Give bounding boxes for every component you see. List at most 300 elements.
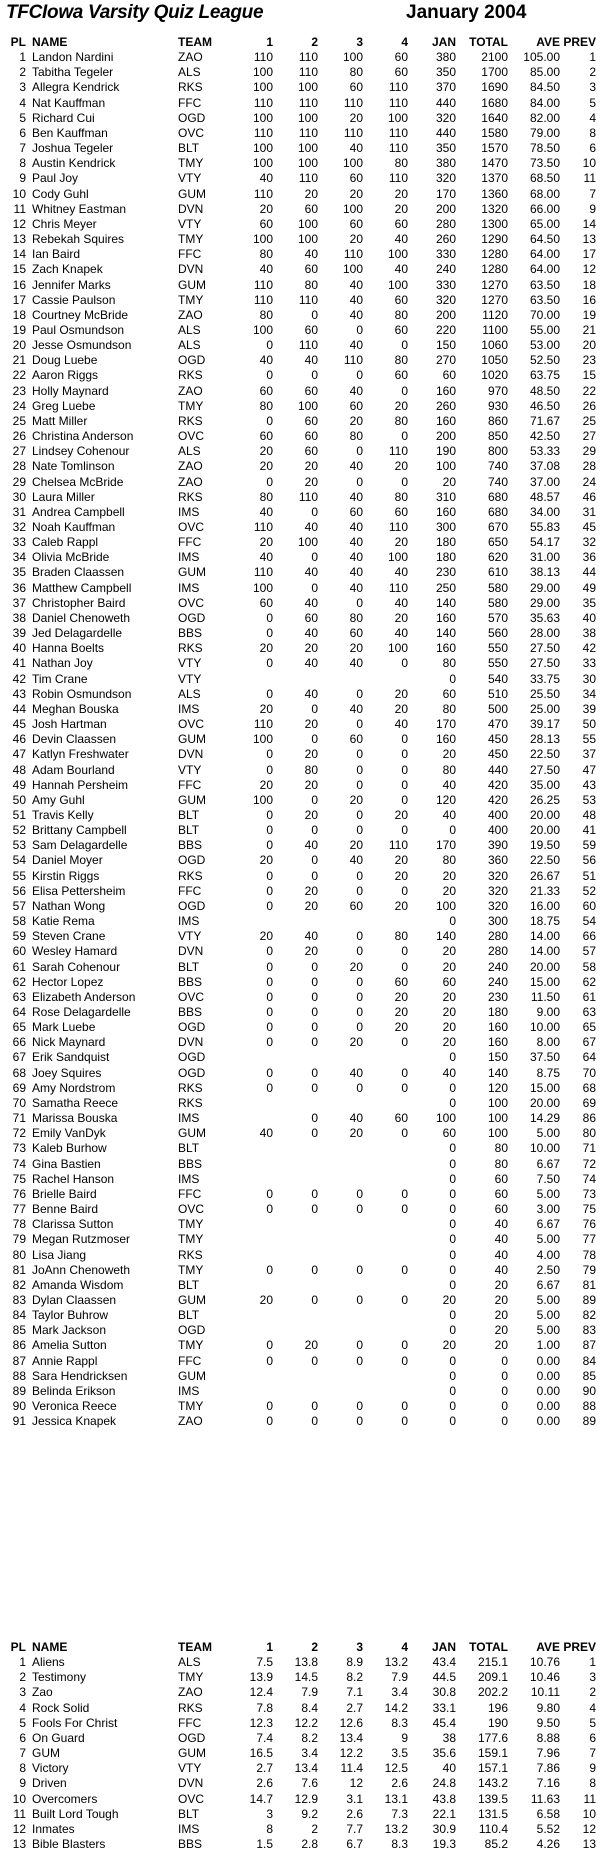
team-row <box>0 1731 602 1746</box>
player-table-header-row <box>0 35 602 50</box>
player-row <box>0 869 602 884</box>
cell-week-2: 12.2 <box>294 1715 318 1730</box>
cell-place: 90 <box>12 1399 26 1414</box>
cell-week-3: 0 <box>356 974 363 989</box>
cell-average: 37.00 <box>529 474 560 489</box>
cell-week-4: 60 <box>394 65 408 80</box>
cell-week-3: 12.6 <box>339 1715 363 1730</box>
cell-place: 1 <box>19 50 26 65</box>
cell-week-3: 0 <box>356 717 363 732</box>
cell-week-3: 0 <box>356 1262 363 1277</box>
cell-week-1: 0 <box>266 1338 273 1353</box>
cell-week-4: 100 <box>387 277 408 292</box>
cell-week-1: 60 <box>259 429 273 444</box>
cell-january: 45.4 <box>432 1715 456 1730</box>
cell-week-1: 12.4 <box>249 1685 273 1700</box>
team-row <box>0 1655 602 1670</box>
cell-previous: 75 <box>582 1202 596 1217</box>
cell-previous: 22 <box>582 383 596 398</box>
cell-week-1: 0 <box>266 823 273 838</box>
cell-name: Andrea Campbell <box>32 504 125 519</box>
cell-total: 1100 <box>482 322 508 337</box>
cell-week-2: 0 <box>311 868 318 883</box>
cell-average: 27.50 <box>529 656 560 671</box>
player-row <box>0 156 602 171</box>
cell-place: 83 <box>12 1292 26 1307</box>
cell-january: 170 <box>435 838 456 853</box>
cell-previous: 12 <box>582 1821 596 1836</box>
cell-week-2: 0 <box>311 1005 318 1019</box>
cell-total: 800 <box>487 444 508 459</box>
cell-total: 570 <box>487 610 508 625</box>
cell-total: 85.2 <box>484 1837 508 1852</box>
cell-name: Matt Miller <box>32 413 88 428</box>
player-row <box>0 565 602 580</box>
cell-place: 13 <box>12 232 26 247</box>
cell-average: 9.50 <box>536 1715 560 1730</box>
cell-week-3 <box>318 1308 363 1323</box>
cell-previous: 87 <box>582 1338 596 1353</box>
cell-week-2: 0 <box>311 732 318 747</box>
cell-week-2: 0 <box>311 1065 318 1080</box>
cell-team: VTY <box>178 171 202 186</box>
cell-previous: 29 <box>582 444 596 459</box>
cell-week-1: 100 <box>252 80 273 95</box>
cell-january: 240 <box>435 262 456 277</box>
cell-week-4: 80 <box>394 929 408 944</box>
cell-team: OGD <box>178 353 206 368</box>
player-row <box>0 1278 602 1293</box>
cell-previous: 66 <box>582 929 596 944</box>
cell-week-3 <box>318 1172 363 1187</box>
cell-week-2 <box>273 1172 318 1187</box>
cell-average: 11.50 <box>530 989 560 1004</box>
cell-place: 38 <box>12 610 26 625</box>
cell-week-4: 3.4 <box>391 1685 408 1700</box>
cell-week-1: 100 <box>252 792 273 807</box>
cell-january: 40 <box>442 1065 456 1080</box>
cell-team: BLT <box>178 1806 200 1821</box>
cell-previous: 83 <box>582 1323 596 1338</box>
cell-total: 20 <box>494 1292 508 1307</box>
cell-team: BBS <box>178 974 203 989</box>
cell-previous: 10 <box>582 156 596 171</box>
cell-previous: 89 <box>582 1292 596 1307</box>
cell-week-3: 0 <box>356 762 363 777</box>
cell-name: Aaron Riggs <box>32 368 99 383</box>
cell-week-2: 0 <box>311 1292 318 1307</box>
cell-team: ALS <box>178 322 201 337</box>
cell-january: 20 <box>442 1020 456 1035</box>
cell-january: 200 <box>435 307 456 322</box>
player-row <box>0 793 602 808</box>
player-row <box>0 414 602 429</box>
cell-average: 15.00 <box>529 974 560 989</box>
cell-week-4: 20 <box>394 1005 408 1019</box>
cell-name: Braden Claassen <box>32 565 125 580</box>
cell-team: VTY <box>178 656 202 671</box>
cell-name: Built Lord Tough <box>32 1806 119 1821</box>
cell-week-3: 0 <box>356 1202 363 1217</box>
cell-average: 26.25 <box>529 792 560 807</box>
cell-name: Daniel Chenoweth <box>32 610 131 625</box>
cell-average: 70.00 <box>529 307 560 322</box>
cell-previous: 2 <box>589 65 596 80</box>
player-row <box>0 853 602 868</box>
cell-week-1: 100 <box>252 580 273 595</box>
cell-week-4: 13.1 <box>384 1791 408 1806</box>
cell-name: JoAnn Chenoweth <box>32 1262 131 1277</box>
cell-average: 29.00 <box>529 595 560 610</box>
cell-previous: 85 <box>582 1368 596 1383</box>
cell-total: 202.2 <box>477 1685 508 1700</box>
cell-total: 40 <box>494 1247 508 1262</box>
cell-january: 19.3 <box>432 1837 456 1852</box>
cell-week-2: 110 <box>298 489 318 504</box>
cell-total: 560 <box>487 626 508 641</box>
cell-total: 1280 <box>481 262 508 277</box>
player-row <box>0 65 602 80</box>
cell-team: GUM <box>178 277 206 292</box>
cell-total: 0 <box>501 1414 508 1429</box>
cell-january: 0 <box>449 1217 456 1232</box>
column-header-place: PL <box>10 35 26 49</box>
cell-week-4: 20 <box>394 989 408 1004</box>
player-row <box>0 187 602 202</box>
cell-previous: 80 <box>582 1126 596 1141</box>
cell-average: 65.00 <box>529 216 560 231</box>
cell-week-4: 0 <box>401 1202 408 1217</box>
team-row <box>0 1746 602 1761</box>
cell-place: 34 <box>12 550 26 565</box>
cell-total: 100 <box>487 1095 508 1110</box>
cell-week-3: 20 <box>349 838 363 853</box>
cell-average: 15.00 <box>529 1080 560 1095</box>
cell-average: 6.58 <box>536 1806 560 1821</box>
cell-week-3: 0 <box>356 686 363 701</box>
cell-week-2 <box>273 1278 318 1293</box>
cell-week-4: 20 <box>394 868 408 883</box>
cell-january: 190 <box>435 444 456 459</box>
cell-name: Overcomers <box>32 1791 98 1806</box>
cell-week-3: 0 <box>356 1414 363 1429</box>
cell-average: 5.00 <box>536 1323 560 1338</box>
cell-previous: 26 <box>582 398 596 413</box>
cell-place: 24 <box>12 398 26 413</box>
cell-week-3: 110 <box>343 353 363 368</box>
cell-previous: 7 <box>589 186 596 201</box>
player-row <box>0 247 602 262</box>
player-row <box>0 50 602 65</box>
cell-total: 1050 <box>481 353 508 368</box>
player-row <box>0 520 602 535</box>
cell-average: 1.00 <box>536 1338 560 1353</box>
cell-average: 7.50 <box>536 1171 560 1186</box>
cell-week-4: 110 <box>388 141 408 156</box>
cell-place: 4 <box>19 1700 26 1715</box>
cell-name: Cassie Paulson <box>32 292 116 307</box>
cell-average: 5.52 <box>536 1821 560 1836</box>
cell-week-4: 60 <box>394 322 408 337</box>
cell-week-1 <box>228 1278 273 1293</box>
cell-name: Inmates <box>32 1821 75 1836</box>
cell-january: 180 <box>435 550 456 565</box>
cell-average: 105.00 <box>523 50 560 65</box>
cell-week-1: 0 <box>266 883 273 898</box>
cell-previous: 79 <box>582 1262 596 1277</box>
cell-january: 0 <box>449 1141 456 1156</box>
cell-previous: 48 <box>582 807 596 822</box>
cell-place: 9 <box>19 171 26 186</box>
cell-place: 17 <box>12 292 26 307</box>
cell-january: 38 <box>442 1730 456 1745</box>
cell-week-3: 12.2 <box>339 1746 363 1761</box>
cell-week-4: 40 <box>394 232 408 247</box>
cell-place: 67 <box>12 1050 26 1065</box>
cell-total: 680 <box>487 489 508 504</box>
cell-week-1: 3 <box>266 1806 273 1821</box>
cell-place: 58 <box>12 914 26 929</box>
cell-name: Kirstin Riggs <box>32 868 100 883</box>
column-header-week-1: 1 <box>266 35 273 49</box>
cell-team: IMS <box>178 580 200 595</box>
player-row <box>0 126 602 141</box>
cell-team: OGD <box>178 610 206 625</box>
cell-total: 60 <box>494 1186 508 1201</box>
cell-week-3: 100 <box>342 201 363 216</box>
cell-week-4: 60 <box>394 1111 408 1126</box>
cell-january: 320 <box>435 110 456 125</box>
cell-week-2: 0 <box>311 823 318 838</box>
cell-previous: 65 <box>582 1020 596 1035</box>
cell-week-4: 0 <box>401 959 408 974</box>
cell-week-4: 40 <box>394 595 408 610</box>
cell-week-4: 110 <box>388 95 408 110</box>
cell-name: Megan Rutzmoser <box>32 1232 131 1247</box>
cell-week-4: 60 <box>394 216 408 231</box>
cell-week-4 <box>363 914 408 929</box>
player-row <box>0 1141 602 1156</box>
cell-week-1: 20 <box>259 853 273 868</box>
player-row <box>0 171 602 186</box>
player-row <box>0 1217 602 1232</box>
cell-total: 2100 <box>481 50 508 65</box>
cell-total: 550 <box>487 656 508 671</box>
cell-average: 5.00 <box>536 1308 560 1323</box>
cell-total: 215.1 <box>477 1655 508 1670</box>
cell-january: 0 <box>449 1171 456 1186</box>
cell-place: 45 <box>12 717 26 732</box>
cell-week-4: 60 <box>394 504 408 519</box>
cell-team: BLT <box>178 807 200 822</box>
player-row <box>0 323 602 338</box>
cell-place: 36 <box>12 580 26 595</box>
cell-week-3: 0 <box>356 595 363 610</box>
cell-week-4: 20 <box>394 853 408 868</box>
cell-week-3: 60 <box>349 216 363 231</box>
cell-name: Annie Rappl <box>32 1353 98 1368</box>
cell-name: Amy Nordstrom <box>32 1080 116 1095</box>
cell-place: 5 <box>19 1715 26 1730</box>
cell-average: 79.00 <box>529 125 560 140</box>
cell-week-2: 0 <box>311 1202 318 1217</box>
cell-total: 230 <box>487 989 508 1004</box>
cell-name: Austin Kendrick <box>32 156 116 171</box>
cell-week-4: 7.9 <box>391 1670 408 1685</box>
cell-total: 143.2 <box>477 1776 508 1791</box>
cell-total: 60 <box>494 1171 508 1186</box>
cell-week-1: 14.7 <box>249 1791 273 1806</box>
cell-week-1: 0 <box>266 626 273 641</box>
cell-week-1 <box>228 1050 273 1065</box>
cell-name: Rebekah Squires <box>32 232 125 247</box>
cell-name: Bible Blasters <box>32 1837 106 1852</box>
cell-name: Lisa Jiang <box>32 1247 87 1262</box>
cell-week-1: 110 <box>253 125 273 140</box>
cell-name: Greg Luebe <box>32 398 96 413</box>
cell-previous: 54 <box>582 914 596 929</box>
cell-previous: 33 <box>582 656 596 671</box>
cell-week-3: 0 <box>356 368 363 383</box>
cell-january: 24.8 <box>432 1776 456 1791</box>
cell-week-2: 40 <box>304 656 318 671</box>
cell-week-4: 0 <box>401 1292 408 1307</box>
cell-week-4: 0 <box>401 944 408 959</box>
cell-team: FFC <box>178 883 202 898</box>
cell-week-4: 20 <box>394 610 408 625</box>
player-row <box>0 641 602 656</box>
cell-week-3: 0 <box>356 807 363 822</box>
cell-average: 14.00 <box>529 944 560 959</box>
cell-week-4 <box>363 672 408 687</box>
column-header-previous: PREV <box>563 35 596 49</box>
cell-team: FFC <box>178 535 202 550</box>
cell-name: Jessica Knapek <box>32 1414 117 1429</box>
cell-previous: 44 <box>582 565 596 580</box>
cell-total: 100 <box>487 1126 508 1141</box>
cell-week-2: 0 <box>311 1262 318 1277</box>
cell-total: 1280 <box>481 247 508 262</box>
cell-name: Paul Joy <box>32 171 79 186</box>
cell-average: 28.13 <box>529 732 560 747</box>
cell-team: ZAO <box>178 474 203 489</box>
cell-week-2: 20 <box>304 474 318 489</box>
cell-team: OVC <box>178 1791 205 1806</box>
cell-name: Chris Meyer <box>32 216 97 231</box>
player-row <box>0 702 602 717</box>
cell-previous: 82 <box>582 1308 596 1323</box>
cell-january: 260 <box>435 398 456 413</box>
cell-week-2: 20 <box>304 898 318 913</box>
team-row <box>0 1792 602 1807</box>
cell-week-2 <box>273 1308 318 1323</box>
cell-week-1: 0 <box>266 1202 273 1217</box>
cell-average: 10.00 <box>529 1020 560 1035</box>
player-row <box>0 278 602 293</box>
cell-week-3: 0 <box>356 777 363 792</box>
cell-place: 19 <box>12 322 26 337</box>
cell-team: OGD <box>178 1323 206 1338</box>
cell-january: 320 <box>435 292 456 307</box>
cell-place: 44 <box>12 701 26 716</box>
cell-average: 10.11 <box>530 1685 560 1700</box>
cell-place: 9 <box>19 1776 26 1791</box>
cell-team: RKS <box>178 641 203 656</box>
cell-average: 46.50 <box>529 398 560 413</box>
cell-team: OGD <box>178 853 206 868</box>
player-row <box>0 914 602 929</box>
cell-week-3 <box>318 1157 363 1172</box>
cell-team: RKS <box>178 1700 203 1715</box>
cell-previous: 50 <box>582 717 596 732</box>
cell-place: 22 <box>12 368 26 383</box>
cell-week-4: 100 <box>387 550 408 565</box>
cell-place: 12 <box>12 216 26 231</box>
cell-january: 20 <box>442 1338 456 1353</box>
cell-place: 79 <box>12 1232 26 1247</box>
cell-january: 0 <box>449 1308 456 1323</box>
cell-team: GUM <box>178 1126 206 1141</box>
cell-week-1: 110 <box>253 520 273 534</box>
cell-total: 140 <box>487 1065 508 1080</box>
cell-total: 1580 <box>481 125 508 140</box>
cell-week-1: 20 <box>259 701 273 716</box>
cell-total: 400 <box>487 807 508 822</box>
cell-january: 200 <box>435 429 456 444</box>
cell-january: 20 <box>442 989 456 1004</box>
team-table-header-row <box>0 1640 602 1655</box>
cell-week-1: 100 <box>252 232 273 247</box>
cell-name: Kaleb Burhow <box>32 1141 107 1156</box>
cell-january: 350 <box>435 141 456 156</box>
cell-previous: 30 <box>582 671 596 686</box>
cell-week-3: 0 <box>356 1005 363 1019</box>
cell-team: OGD <box>178 110 206 125</box>
cell-name: Hector Lopez <box>32 974 104 989</box>
cell-team: TMY <box>178 232 204 247</box>
cell-week-1 <box>228 1232 273 1247</box>
cell-week-2: 60 <box>304 413 318 428</box>
cell-week-4: 20 <box>394 186 408 201</box>
cell-week-2: 100 <box>297 232 318 247</box>
cell-previous: 5 <box>589 95 596 110</box>
cell-name: Zach Knapek <box>32 262 103 277</box>
cell-previous: 6 <box>589 1730 596 1745</box>
cell-week-4: 0 <box>401 883 408 898</box>
cell-week-3: 8.9 <box>346 1655 363 1670</box>
cell-january: 300 <box>435 520 456 534</box>
cell-total: 450 <box>487 732 508 747</box>
cell-week-3: 40 <box>349 520 363 534</box>
player-row <box>0 80 602 95</box>
player-row <box>0 1232 602 1247</box>
cell-week-1: 0 <box>266 1005 273 1019</box>
cell-average: 37.50 <box>529 1050 560 1065</box>
cell-previous: 27 <box>582 429 596 444</box>
cell-total: 540 <box>487 671 508 686</box>
cell-january: 380 <box>435 50 456 65</box>
cell-name: Brielle Baird <box>32 1186 97 1201</box>
cell-name: Benne Baird <box>32 1202 99 1217</box>
cell-week-1: 0 <box>266 807 273 822</box>
cell-total: 320 <box>487 883 508 898</box>
cell-january: 100 <box>435 1111 456 1126</box>
cell-name: Brittany Campbell <box>32 823 127 838</box>
cell-team: FFC <box>178 1353 202 1368</box>
cell-average: 34.00 <box>529 504 560 519</box>
cell-name: Meghan Bouska <box>32 701 119 716</box>
cell-january: 330 <box>435 247 456 262</box>
